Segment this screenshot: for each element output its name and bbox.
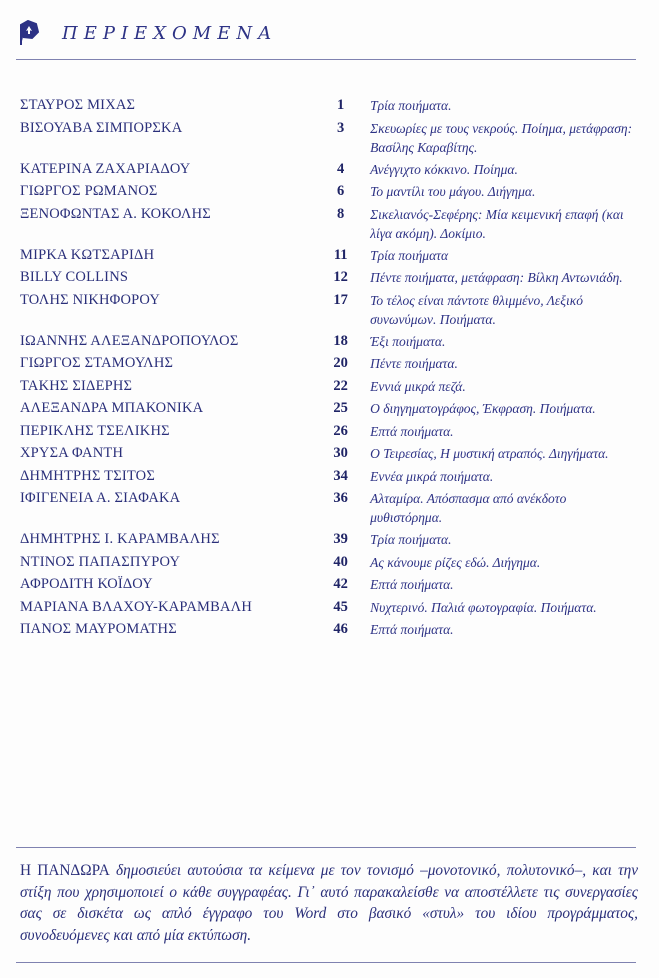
toc-author: ΠΑΝΟΣ ΜΑΥΡΟΜΑΤΗΣ	[20, 621, 177, 637]
toc-page-number: 3	[337, 119, 345, 136]
toc-entry	[20, 553, 640, 573]
toc-work-title: Σικελιανός-Σεφέρης: Μία κειμενική επαφή (και λίγα ακόμη). Δοκίμιο.	[370, 206, 624, 241]
toc-page-number: 17	[333, 291, 348, 308]
toc-work-title: Τρία ποιήματα	[370, 247, 449, 263]
toc-entry	[20, 620, 640, 640]
note-bottom-divider	[16, 962, 636, 963]
toc-work-title: Επτά ποιήματα.	[370, 622, 454, 637]
toc-entry	[20, 268, 640, 288]
toc-entry	[20, 399, 640, 419]
toc-work-title: Εννιά μικρά πεζά.	[370, 378, 466, 394]
header-divider	[16, 59, 636, 60]
toc-work-title: Επτά ποιήματα.	[370, 577, 454, 592]
toc-entry	[20, 332, 640, 352]
toc-entry	[20, 422, 640, 442]
toc-work-title: Το τέλος είναι πάντοτε θλιμμένο, Λεξικό συνωνύμων. Ποιήματα.	[370, 292, 583, 327]
note-text: δημοσιεύει αυτούσια τα κείμενα με τον τονισμό –μονοτονικό, πολυτονικό–, και την στίξη που χρησιμοποιεί ο κάθε συγγραφέας. Γι᾽ αυτό παρακαλείσθε να αποστέλλετε τις συνεργασίες σας σε δισκέτα ως απλό έγγραφο του Word στο βασικό «στυλ» του ιδίου προγράμματος, συνοδευόμενες και από μία εκτύπωση.	[20, 862, 638, 944]
note-top-divider	[16, 847, 636, 848]
page-header	[18, 20, 277, 46]
toc-work-title: Ας κάνουμε ρίζες εδώ. Διήγημα.	[370, 554, 541, 570]
toc-page-number: 12	[333, 269, 348, 285]
toc-page-number: 20	[333, 355, 348, 371]
pandora-logo-icon	[18, 20, 40, 46]
toc-entry	[20, 291, 640, 329]
toc-entry	[20, 205, 640, 243]
toc-entry	[20, 354, 640, 374]
toc-author: ΤΟΛΗΣ ΝΙΚΗΦΟΡΟΥ	[20, 291, 161, 308]
toc-page-number: 40	[333, 553, 348, 570]
toc-author: ΓΙΩΡΓΟΣ ΡΩΜΑΝΟΣ	[20, 183, 158, 199]
toc-page-number: 34	[333, 467, 348, 484]
toc-page-number: 22	[333, 377, 348, 394]
toc-page-number: 30	[333, 445, 348, 461]
note-lead: Η ΠΑΝΔΩΡΑ	[20, 862, 110, 879]
toc-entry	[20, 530, 640, 550]
toc-author: ΚΑΤΕΡΙΝΑ ΖΑΧΑΡΙΑΔΟΥ	[20, 160, 191, 177]
toc-entry	[20, 489, 640, 527]
toc-entry	[20, 598, 640, 618]
toc-work-title: Τρία ποιήματα.	[370, 98, 452, 113]
toc-author: ΝΤΙΝΟΣ ΠΑΠΑΣΠΥΡΟΥ	[20, 553, 181, 570]
toc-entry	[20, 96, 640, 116]
toc-page-number: 46	[333, 621, 348, 637]
table-of-contents	[20, 96, 640, 643]
toc-author: ΑΦΡΟΔΙΤΗ ΚΟΪΔΟΥ	[20, 576, 153, 592]
toc-author: ΣΤΑΥΡΟΣ ΜΙΧΑΣ	[20, 97, 136, 113]
toc-work-title: Έξι ποιήματα.	[370, 333, 446, 349]
toc-author: ΠΕΡΙΚΛΗΣ ΤΣΕΛΙΚΗΣ	[20, 422, 170, 439]
toc-page-number: 8	[337, 205, 345, 222]
toc-author: ΜΙΡΚΑ ΚΩΤΣΑΡΙΔΗ	[20, 246, 155, 263]
page-title: ΠΕΡΙΕΧΟΜΕΝΑ	[62, 22, 278, 44]
toc-entry	[20, 246, 640, 266]
toc-work-title: Σκευωρίες με τους νεκρούς. Ποίημα, μετάφραση: Βασίλης Καραβίτης.	[370, 120, 633, 155]
toc-work-title: Ο διηγηματογράφος, Έκφραση. Ποιήματα.	[370, 401, 596, 416]
toc-entry	[20, 467, 640, 487]
toc-work-title: Επτά ποιήματα.	[370, 423, 454, 439]
toc-author: ΜΑΡΙΑΝΑ ΒΛΑΧΟΥ-ΚΑΡΑΜΒΑΛΗ	[20, 598, 253, 615]
toc-author: ΙΦΙΓΕΝΕΙΑ Α. ΣΙΑΦΑΚΑ	[20, 490, 181, 506]
toc-page-number: 26	[333, 422, 348, 439]
toc-entry	[20, 182, 640, 202]
toc-work-title: Ανέγγιχτο κόκκινο. Ποίημα.	[370, 161, 518, 177]
toc-entry	[20, 377, 640, 397]
toc-page-number: 1	[337, 97, 345, 113]
toc-entry	[20, 119, 640, 157]
toc-page-number: 4	[337, 160, 345, 177]
toc-page-number: 25	[333, 400, 348, 416]
toc-author: ΑΛΕΞΑΝΔΡΑ ΜΠΑΚΟΝΙΚΑ	[20, 400, 204, 416]
toc-entry	[20, 575, 640, 595]
toc-author: ΒΙΣΟΥΑΒΑ ΣΙΜΠΟΡΣΚΑ	[20, 119, 183, 136]
toc-page-number: 39	[333, 531, 348, 547]
toc-work-title: Ο Τειρεσίας, Η μυστική ατραπός. Διηγήματα.	[370, 446, 609, 461]
toc-author: ΤΑΚΗΣ ΣΙΔΕΡΗΣ	[20, 377, 133, 394]
toc-author: ΔΗΜΗΤΡΗΣ Ι. ΚΑΡΑΜΒΑΛΗΣ	[20, 531, 220, 547]
toc-author: ΙΩΑΝΝΗΣ ΑΛΕΞΑΝΔΡΟΠΟΥΛΟΣ	[20, 332, 239, 349]
toc-author: ΧΡΥΣΑ ΦΑΝΤΗ	[20, 445, 124, 461]
toc-work-title: Τρία ποιήματα.	[370, 532, 452, 547]
toc-work-title: Εννέα μικρά ποιήματα.	[370, 468, 494, 484]
toc-author: ΞΕΝΟΦΩΝΤΑΣ Α. ΚΟΚΟΛΗΣ	[20, 205, 211, 222]
toc-work-title: Το μαντίλι του μάγου. Διήγημα.	[370, 184, 536, 199]
toc-page-number: 11	[333, 246, 348, 263]
toc-author: ΓΙΩΡΓΟΣ ΣΤΑΜΟΥΛΗΣ	[20, 355, 174, 371]
toc-author: BILLY COLLINS	[20, 269, 129, 285]
toc-page-number: 6	[337, 183, 345, 199]
toc-work-title: Αλταμίρα. Απόσπασμα από ανέκδοτο μυθιστόρημα.	[370, 491, 567, 525]
toc-page-number: 42	[333, 576, 348, 592]
toc-page-number: 18	[333, 332, 348, 349]
toc-page-number: 36	[333, 490, 348, 506]
toc-entry	[20, 444, 640, 464]
toc-work-title: Πέντε ποιήματα, μετάφραση: Βίλκη Αντωνιάδη.	[370, 270, 623, 285]
submission-note	[20, 860, 638, 946]
toc-page-number: 45	[333, 598, 348, 615]
toc-entry	[20, 160, 640, 180]
toc-work-title: Νυχτερινό. Παλιά φωτογραφία. Ποιήματα.	[370, 599, 597, 615]
toc-work-title: Πέντε ποιήματα.	[370, 356, 458, 371]
toc-author: ΔΗΜΗΤΡΗΣ ΤΣΙΤΟΣ	[20, 467, 155, 484]
